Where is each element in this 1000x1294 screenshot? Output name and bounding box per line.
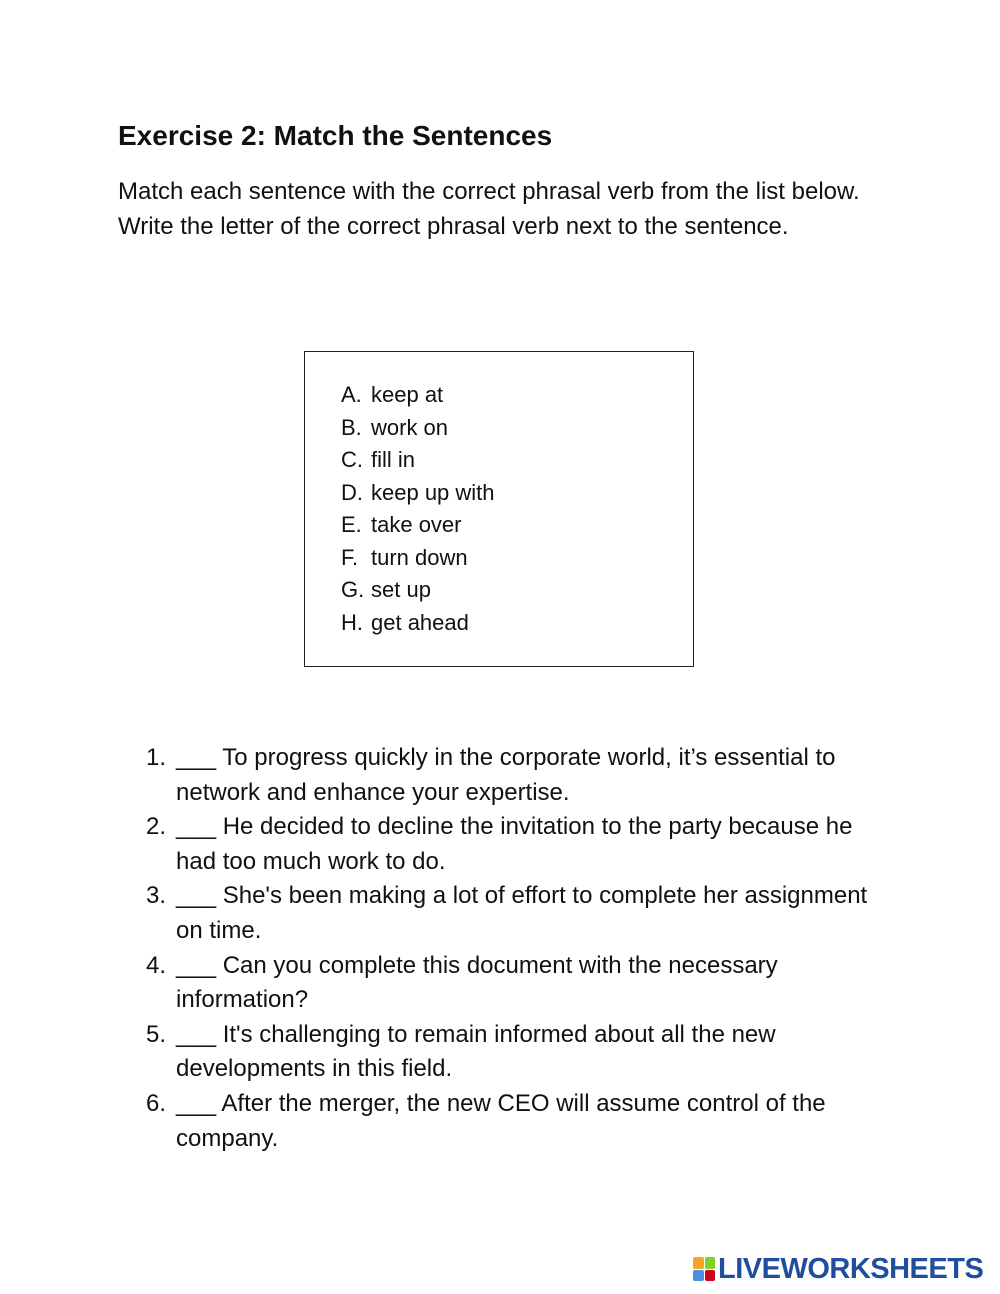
question-text[interactable]: ___ She's been making a lot of effort to complete her assignment on time. (176, 882, 868, 944)
question-item (146, 810, 886, 879)
option-item (341, 574, 495, 607)
option-text: turn down (371, 544, 468, 570)
phrasal-verb-list (341, 379, 495, 639)
option-letter: C. (341, 447, 363, 472)
option-text: take over (371, 512, 462, 537)
option-text: work on (371, 414, 449, 440)
logo-mark-square (705, 1270, 716, 1282)
question-text[interactable]: ___ After the merger, the new CEO will assume control of the company. (176, 1089, 826, 1152)
liveworksheets-logo-icon (693, 1257, 715, 1281)
question-number: 2. (146, 813, 167, 841)
option-text: keep at (371, 382, 444, 407)
option-item (341, 412, 495, 445)
question-text[interactable]: ___ He decided to decline the invitation to the party because he had too much work to do. (176, 813, 853, 875)
liveworksheets-logo[interactable] (693, 1254, 983, 1284)
option-item (341, 477, 495, 510)
question-item (146, 1087, 886, 1156)
question-item (146, 879, 886, 948)
option-letter: D. (341, 479, 363, 505)
question-item (146, 1018, 886, 1087)
phrasal-verb-options-box (304, 351, 694, 667)
logo-text: LIVEWORKSHEETS (718, 1253, 984, 1285)
question-number: 5. (146, 1020, 167, 1048)
exercise-instructions: Match each sentence with the correct phrasal verb from the list below. Write the letter of the correct phrasal verb next to the sentence. (118, 178, 860, 240)
option-letter: B. (341, 414, 362, 440)
option-item (341, 607, 495, 640)
option-item (341, 509, 495, 542)
question-item (146, 949, 886, 1018)
question-number: 1. (146, 744, 167, 771)
exercise-title: Exercise 2: Match the Sentences (118, 120, 553, 151)
question-list (146, 741, 886, 1156)
option-letter: E. (341, 512, 362, 537)
question-text[interactable]: ___ To progress quickly in the corporate world, it’s essential to network and enhance your expertise. (176, 744, 836, 806)
question-number: 4. (146, 951, 167, 979)
logo-mark-square (693, 1270, 704, 1282)
option-letter: F. (341, 544, 359, 570)
question-number: 3. (146, 882, 167, 910)
option-letter: G. (341, 577, 365, 602)
option-item (341, 444, 495, 477)
option-item (341, 379, 495, 412)
logo-mark-square (705, 1257, 716, 1269)
logo-mark-square (693, 1257, 704, 1269)
option-text: get ahead (371, 609, 469, 635)
question-text[interactable]: ___ Can you complete this document with the necessary information? (176, 951, 778, 1014)
option-text: fill in (371, 447, 416, 472)
option-text: set up (371, 577, 431, 602)
question-number: 6. (146, 1089, 167, 1117)
option-letter: A. (341, 382, 362, 407)
question-text[interactable]: ___ It's challenging to remain informed about all the new developments in this field. (176, 1020, 776, 1083)
question-item (146, 741, 886, 810)
option-item (341, 542, 495, 575)
option-text: keep up with (371, 479, 495, 505)
option-letter: H. (341, 609, 363, 635)
